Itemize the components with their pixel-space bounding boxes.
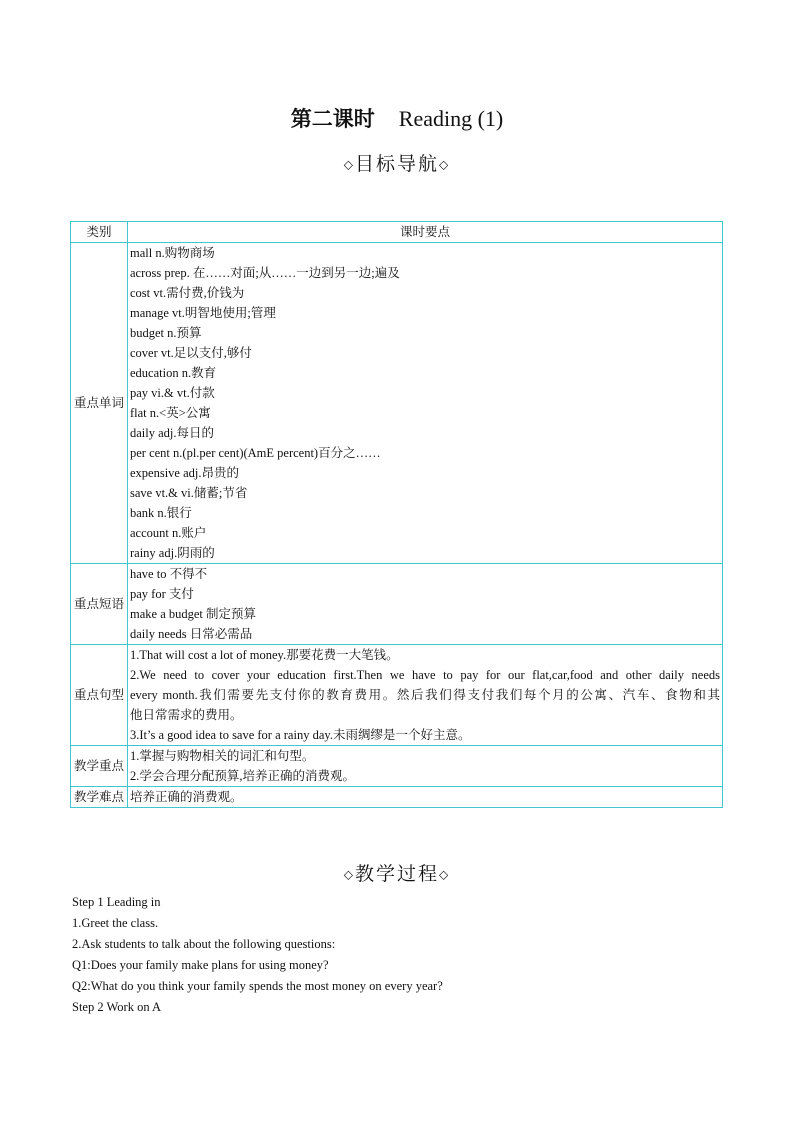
list-item: daily needs 日常必需品 (130, 627, 253, 641)
list-item: 3.It’s a good idea to save for a rainy day.未雨绸缪是一个好主意。 (130, 728, 471, 742)
section-heading-process (0, 859, 794, 886)
row-content (128, 645, 723, 746)
row-content (128, 787, 723, 808)
lesson-title (0, 103, 794, 133)
table-row (71, 645, 723, 746)
list-item: budget n.预算 (130, 326, 202, 340)
list-item: pay for 支付 (130, 587, 194, 601)
diamond-icon: ◇ (343, 157, 355, 172)
list-item: every month.我们需要先支付你的教育费用。然后我们得支付我们每个月的公寓、汽车、食物和其 (130, 688, 720, 702)
list-item: 他日常需求的费用。 (130, 708, 243, 722)
row-category: 教学重点 (71, 746, 128, 787)
row-content (128, 746, 723, 787)
list-item: flat n.<英>公寓 (130, 406, 211, 420)
section-heading-goals-label: 目标导航 (354, 153, 439, 175)
lesson-title-en: Reading (1) (398, 106, 504, 131)
section-heading-process-label: 教学过程 (354, 863, 439, 885)
process-line: Q1:Does your family make plans for using money? (72, 958, 329, 972)
lesson-title-cn: 第二课时 (290, 107, 375, 131)
list-item: have to 不得不 (130, 567, 208, 581)
process-line: Step 1 Leading in (72, 895, 161, 909)
list-item: account n.账户 (130, 526, 207, 540)
list-item: cover vt.足以支付,够付 (130, 346, 252, 360)
list-item: 2.学会合理分配预算,培养正确的消费观。 (130, 769, 356, 783)
table-row (71, 564, 723, 645)
list-item: bank n.银行 (130, 506, 192, 520)
list-item: rainy adj.阴雨的 (130, 546, 215, 560)
lesson-points-table (70, 221, 723, 808)
list-item: cost vt.需付费,价钱为 (130, 286, 245, 300)
header-points: 课时要点 (128, 222, 723, 243)
table-row (71, 746, 723, 787)
list-item: 1.That will cost a lot of money.那要花费一大笔钱。 (130, 648, 399, 662)
diamond-icon: ◇ (439, 867, 451, 882)
row-category: 重点句型 (71, 645, 128, 746)
process-line: 2.Ask students to talk about the following questions: (72, 937, 336, 951)
process-line: Step 2 Work on A (72, 1000, 162, 1014)
list-item: save vt.& vi.储蓄;节省 (130, 486, 248, 500)
row-content (128, 243, 723, 564)
list-item: 2.We need to cover your education first.Then we have to pay for our flat,car,food and other daily needs (130, 668, 720, 682)
table-row (71, 787, 723, 808)
diamond-icon: ◇ (343, 867, 355, 882)
table-row (71, 243, 723, 564)
list-item: 1.掌握与购物相关的词汇和句型。 (130, 749, 315, 763)
list-item: per cent n.(pl.per cent)(AmE percent)百分之…… (130, 446, 381, 460)
diamond-icon: ◇ (439, 157, 451, 172)
row-category: 重点单词 (71, 243, 128, 564)
list-item: across prep. 在……对面;从……一边到另一边;遍及 (130, 266, 400, 280)
section-heading-goals (0, 149, 794, 176)
list-item: daily adj.每日的 (130, 426, 215, 440)
row-category: 教学难点 (71, 787, 128, 808)
list-item: expensive adj.昂贵的 (130, 466, 240, 480)
list-item: education n.教育 (130, 366, 217, 380)
process-line: 1.Greet the class. (72, 916, 159, 930)
process-line: Q2:What do you think your family spends the most money on every year? (72, 979, 443, 993)
teaching-process (72, 892, 443, 1018)
list-item: 培养正确的消费观。 (130, 790, 243, 804)
list-item: make a budget 制定预算 (130, 607, 257, 621)
list-item: manage vt.明智地使用;管理 (130, 306, 276, 320)
list-item: mall n.购物商场 (130, 246, 215, 260)
table-header-row (71, 222, 723, 243)
row-category: 重点短语 (71, 564, 128, 645)
list-item: pay vi.& vt.付款 (130, 386, 215, 400)
row-content (128, 564, 723, 645)
header-category: 类别 (71, 222, 128, 243)
